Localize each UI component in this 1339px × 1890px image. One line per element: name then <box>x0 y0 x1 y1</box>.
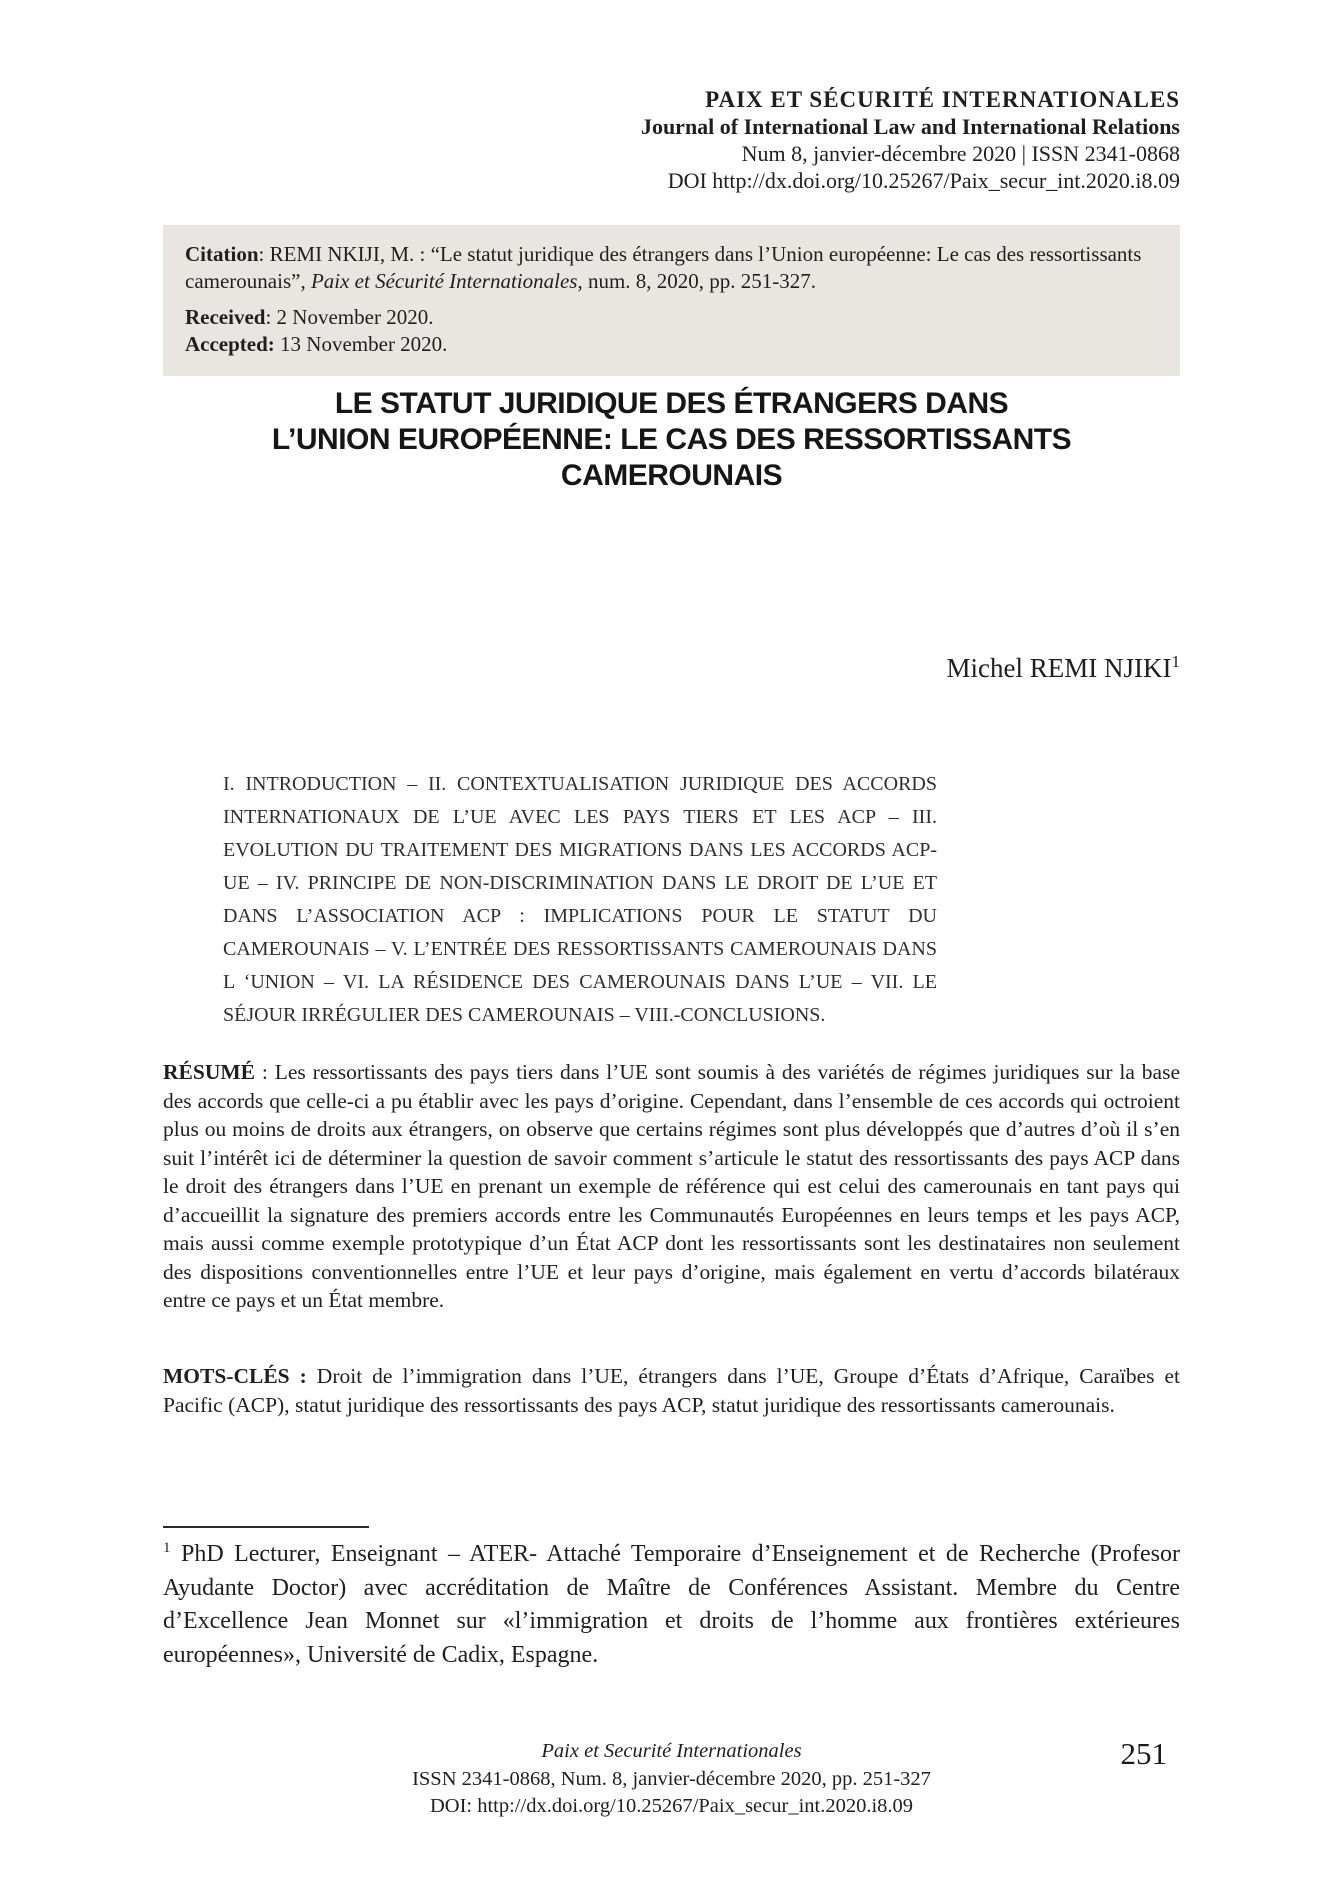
citation-text: : REMI NKIJI, M. : “Le statut juridique des étrangers dans l’Union européenne: Le cas des ressortissants camerounais”, <box>185 242 1142 293</box>
author-line <box>163 653 1180 684</box>
abstract-text: : Les ressortissants des pays tiers dans l’UE sont soumis à des variétés de régimes juridiques sur la base des accords que celle-ci a pu établir avec les pays d’origine. Cependant, dans l’ensemble de ces accords qui octroient plus ou moins de droits aux étrangers, on observe que certains régimes sont plus développés que d’autres d’où il s’en suit l’intérêt ici de déterminer la question de savoir comment s’articule le statut des ressortissants des pays ACP dans le droit des étrangers dans l’UE en prenant un exemple de référence qui est celui des camerounais en tant pays qui d’accueillit la signature des premiers accords entre les Communautés Européennes en leurs temps et les pays ACP, mais aussi comme exemple prototypique d’un État ACP dont les ressortissants sont les destinataires non seulement des dispositions conventionnelles entre l’UE et leur pays d’origine, mais également en vertu d’accords bilatéraux entre ce pays et un État membre. <box>163 1060 1180 1312</box>
citation-text-tail: , num. 8, 2020, pp. 251-327. <box>577 269 817 293</box>
journal-issue-line: Num 8, janvier-décembre 2020 | ISSN 2341-0868 <box>741 141 1180 166</box>
page-number: 251 <box>1120 1736 1167 1771</box>
keywords-text: Droit de l’immigration dans l’UE, étrangers dans l’UE, Groupe d’États d’Afrique, Caraïbes et Pacific (ACP), statut juridique des ressortissants des pays ACP, statut juridique des ressortissants camerounais. <box>163 1364 1180 1417</box>
received-label: Received <box>185 305 266 329</box>
received-line <box>185 304 1158 331</box>
footer-issn-line: ISSN 2341-0868, Num. 8, janvier-décembre 2020, pp. 251-327 <box>412 1767 931 1790</box>
abstract-label: RÉSUMÉ <box>163 1060 255 1084</box>
footnote-paragraph <box>163 1538 1180 1672</box>
received-value: : 2 November 2020. <box>265 305 434 329</box>
footer-doi-line: DOI: http://dx.doi.org/10.25267/Paix_secur_int.2020.i8.09 <box>429 1795 914 1817</box>
accepted-label: Accepted: <box>185 332 275 356</box>
footnote-divider <box>163 1526 369 1528</box>
author-name: Michel REMI NJIKI <box>946 653 1172 683</box>
citation-box <box>163 225 1180 376</box>
author-footnote-mark: 1 <box>1171 652 1180 671</box>
article-title <box>163 386 1180 494</box>
keywords-paragraph <box>163 1362 1180 1419</box>
abstract-paragraph <box>163 1058 1180 1315</box>
table-of-contents: I. INTRODUCTION – II. CONTEXTUALISATION JURIDIQUE DES ACCORDS INTERNATIONAUX DE L’UE AVEC LES PAYS TIERS ET LES ACP – III. EVOLUTION DU TRAITEMENT DES MIGRATIONS DANS LES ACCORDS ACP-UE – IV. PRINCIPE DE NON-DISCRIMINATION DANS LE DROIT DE L’UE ET DANS L’ASSOCIATION ACP : IMPLICATIONS POUR LE STATUT DU CAMEROUNAIS – V. L’ENTRÉE DES RESSORTISSANTS CAMEROUNAIS DANS L ‘UNION – VI. LA RÉSIDENCE DES CAMEROUNAIS DANS L’UE – VII. LE SÉJOUR IRRÉGULIER DES CAMEROUNAIS – VIII.-CONCLUSIONS. <box>223 773 937 1026</box>
keywords-label: MOTS-CLÉS : <box>163 1364 307 1388</box>
article-title-line-3: CAMEROUNAIS <box>560 459 783 492</box>
page-footer <box>163 1738 1180 1821</box>
journal-header <box>163 86 1180 194</box>
citation-label: Citation <box>185 242 259 266</box>
accepted-line <box>185 331 1158 358</box>
accepted-value: 13 November 2020. <box>274 332 448 356</box>
footnote-text: PhD Lecturer, Enseignant – ATER- Attaché Temporaire d’Enseignement et de Recherche (Profesor Ayudante Doctor) avec accréditation de Maître de Conférences Assistant. Membre du Centre d’Excellence Jean Monnet sur «l’immigration et droits de l’homme aux frontières extérieures européennes», Université de Cadix, Espagne. <box>163 1541 1180 1668</box>
citation-paragraph <box>185 241 1158 295</box>
article-title-line-1: LE STATUT JURIDIQUE DES ÉTRANGERS DANS <box>334 387 1009 420</box>
citation-journal-name: Paix et Sécurité Internationales <box>310 269 578 293</box>
journal-title: PAIX ET SÉCURITÉ INTERNATIONALES <box>705 87 1180 112</box>
article-title-line-2: L’UNION EUROPÉENNE: LE CAS DES RESSORTISSANTS <box>271 423 1072 456</box>
footnote-mark: 1 <box>163 1540 171 1556</box>
journal-subtitle: Journal of International Law and International Relations <box>640 114 1180 139</box>
journal-doi-line: DOI http://dx.doi.org/10.25267/Paix_secur_int.2020.i8.09 <box>667 168 1180 193</box>
footer-journal-name: Paix et Securité Internationales <box>541 1740 802 1762</box>
